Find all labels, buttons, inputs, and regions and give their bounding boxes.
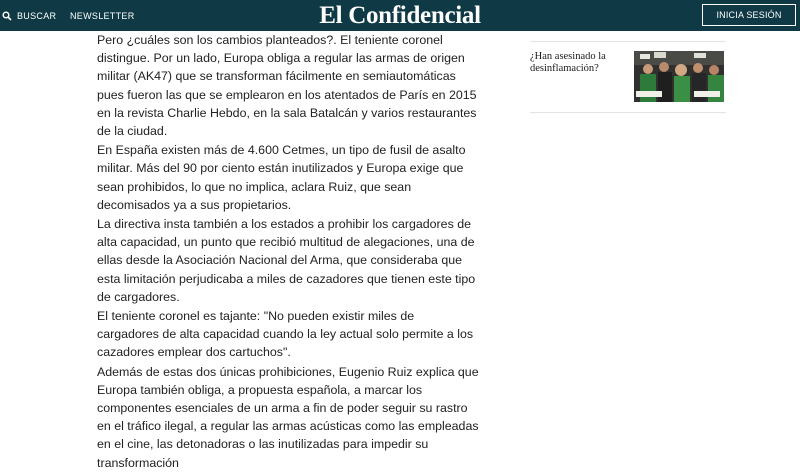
article-paragraph: La directiva insta también a los estados a prohibir los cargadores de alta capacidad, un punto que recibió multitud de alegaciones, una de ellas desde la Asociación Nacional del Arma, que consideraba que esta limitación perjudicaba a miles de cazadores que tienen este tipo de cargadores. [97, 217, 476, 304]
search-icon [2, 11, 12, 21]
article-paragraph: Pero ¿cuáles son los cambios planteados?. El teniente coronel distingue. Por un lado, Europa obliga a regular las armas de origen militar (AK47) que se transforman fácilmente en semiautomáticas pues fueron las que se emplearon en los atentados de París en 2015 en la revista Charlie Hebdo, en la sala Batalcán y varios restaurantes de la ciudad. [97, 33, 477, 139]
login-button[interactable]: INICIA SESIÓN [702, 4, 796, 26]
article-paragraph: En España existen más de 4.600 Cetmes, un tipo de fusil de asalto militar. Más del 90 por ciento están inutilizados y Europa exige que sean prohibidos, lo que no implica, aclara Ruiz, que sean decomisados ya a sus propietarios. [97, 143, 466, 212]
related-article-thumbnail[interactable] [634, 51, 724, 102]
site-logo: El Confidencial [319, 2, 481, 29]
related-article-title[interactable]: ¿Han asesinado la desinflamación? [530, 51, 606, 74]
article-paragraph: El teniente coronel es tajante: "No pueden existir miles de cargadores de alta capacidad cuando la ley actual solo permite a los cazadores emplear dos cartuchos". [97, 309, 474, 360]
divider [530, 41, 726, 42]
search-label: BUSCAR [17, 10, 57, 21]
crowd-photo-image [634, 51, 724, 102]
newsletter-link[interactable] [70, 0, 135, 31]
top-navigation-bar [0, 0, 800, 31]
newsletter-label: NEWSLETTER [70, 10, 135, 21]
search-button[interactable] [2, 0, 56, 31]
article-paragraph: Además de estas dos únicas prohibiciones, Eugenio Ruiz explica que Europa también obliga, a propuesta española, a marcar los componentes esenciales de un arma a fin de poder seguir su rastro en el tráfico ilegal, a regular las armas acústicas como las empleadas en el cine, las detonadoras o las inutilizadas para impedir su transformación [97, 364, 479, 470]
article-body [97, 31, 479, 473]
divider [530, 112, 726, 113]
